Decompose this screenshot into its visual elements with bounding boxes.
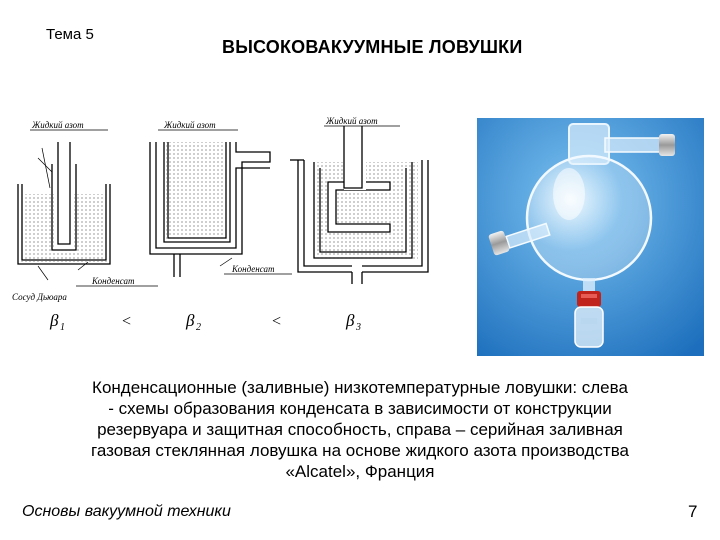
label-condensate-2: Конденсат [232, 264, 275, 274]
footer-course-title: Основы вакуумной техники [22, 503, 231, 520]
beta-2-symbol: β [186, 311, 195, 330]
caption-line: резервуара и защитная способность, справа – серийная заливная [97, 420, 623, 439]
comparison-2: < [272, 313, 282, 330]
slide-title: ВЫСОКОВАКУУМНЫЕ ЛОВУШКИ [222, 37, 523, 57]
beta-2-subscript: 2 [196, 322, 201, 333]
caption [30, 377, 690, 482]
caption-line: «Alcatel», Франция [285, 462, 435, 481]
page-number: 7 [688, 502, 698, 521]
beta-1-symbol: β [50, 311, 59, 330]
caption-line: - схемы образования конденсата в зависимости от конструкции [108, 399, 612, 418]
beta-3-symbol: β [346, 311, 355, 330]
topic-label: Тема 5 [46, 26, 94, 43]
beta-3-subscript: 3 [356, 322, 361, 333]
trap-schemes-diagram [8, 112, 448, 342]
label-liquid-nitrogen-1: Жидкий азот [32, 120, 84, 130]
label-liquid-nitrogen-2: Жидкий азот [164, 120, 216, 130]
scheme-1 [18, 130, 158, 286]
caption-line: газовая стеклянная ловушка на основе жидкого азота производства [91, 441, 629, 460]
caption-line: Конденсационные (заливные) низкотемпературные ловушки: слева [92, 378, 628, 397]
comparison-1: < [122, 313, 132, 330]
label-dewar-vessel: Сосуд Дьюара [12, 292, 67, 302]
beta-1-subscript: 1 [60, 322, 65, 333]
glass-trap-photo [477, 118, 704, 356]
label-liquid-nitrogen-3: Жидкий азот [326, 116, 378, 126]
scheme-2 [150, 130, 292, 277]
scheme-3 [290, 126, 428, 284]
label-condensate-1: Конденсат [92, 276, 135, 286]
